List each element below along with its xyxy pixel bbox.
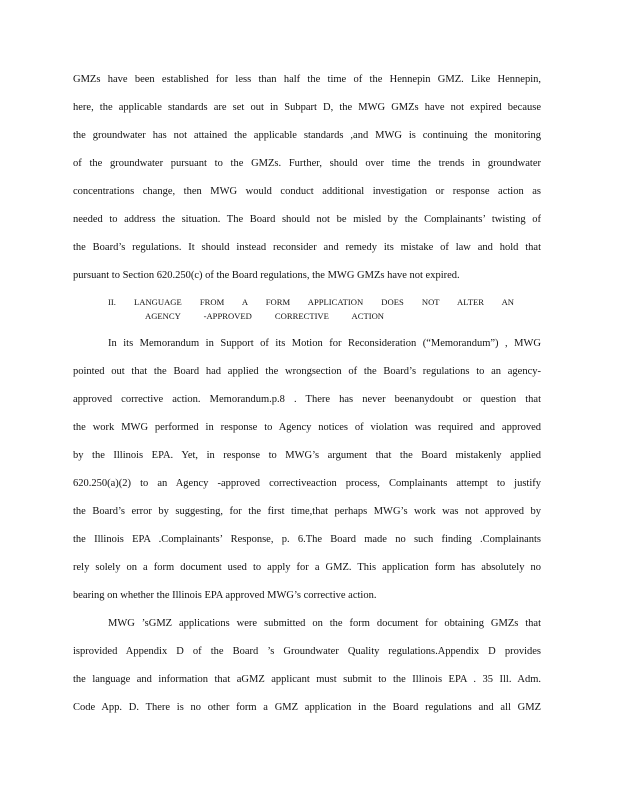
body-line: pursuant to Section 620.250(c) of the Board regulations, the MWG GMZs have not expired.	[73, 270, 460, 281]
body-line: approved corrective action. Memorandum.p.8 . There has never beenanydoubt or question that	[73, 394, 541, 405]
body-line: needed to address the situation. The Board should not be misled by the Complainants’ twisting of	[73, 214, 541, 225]
body-line: concentrations change, then MWG would conduct additional investigation or response action as	[73, 186, 541, 197]
body-line: MWG ’sGMZ applications were submitted on the form document for obtaining GMZs that	[108, 618, 541, 629]
body-line: the Board’s regulations. It should instead reconsider and remedy its mistake of law and hold that	[73, 242, 541, 253]
body-line: 620.250(a)(2) to an Agency -approved correctiveaction process, Complainants attempt to justify	[73, 478, 541, 489]
body-line: GMZs have been established for less than half the time of the Hennepin GMZ. Like Hennepin,	[73, 74, 541, 85]
body-line: Code App. D. There is no other form a GMZ application in the Board regulations and all GMZ	[73, 702, 541, 713]
body-line: the Board’s error by suggesting, for the first time,that perhaps MWG’s work was not approved by	[73, 506, 541, 517]
section-heading: II. LANGUAGE FROM A FORM APPLICATION DOES NOT ALTER AN	[108, 297, 514, 307]
body-line: the Illinois EPA .Complainants’ Response, p. 6.The Board made no such finding .Complainants	[73, 534, 541, 545]
body-line: the groundwater has not attained the applicable standards ,and MWG is continuing the monitoring	[73, 130, 541, 141]
body-line: of the groundwater pursuant to the GMZs. Further, should over time the trends in groundwater	[73, 158, 541, 169]
section-heading-continued: AGENCY -APPROVED CORRECTIVE ACTION	[145, 311, 384, 321]
body-line: bearing on whether the Illinois EPA approved MWG’s corrective action.	[73, 590, 377, 601]
body-line: the language and information that aGMZ applicant must submit to the Illinois EPA . 35 Ill. Adm.	[73, 674, 541, 685]
body-line: pointed out that the Board had applied the wrongsection of the Board’s regulations to an agency-	[73, 366, 541, 377]
body-line: In its Memorandum in Support of its Motion for Reconsideration (“Memorandum”) , MWG	[108, 338, 541, 349]
body-line: by the Illinois EPA. Yet, in response to MWG’s argument that the Board mistakenly applied	[73, 450, 541, 461]
body-line: isprovided Appendix D of the Board ’s Groundwater Quality regulations.Appendix D provides	[73, 646, 541, 657]
body-line: here, the applicable standards are set out in Subpart D, the MWG GMZs have not expired because	[73, 102, 541, 113]
body-line: rely solely on a form document used to apply for a GMZ. This application form has absolutely no	[73, 562, 541, 573]
body-line: the work MWG performed in response to Agency notices of violation was required and approved	[73, 422, 541, 433]
